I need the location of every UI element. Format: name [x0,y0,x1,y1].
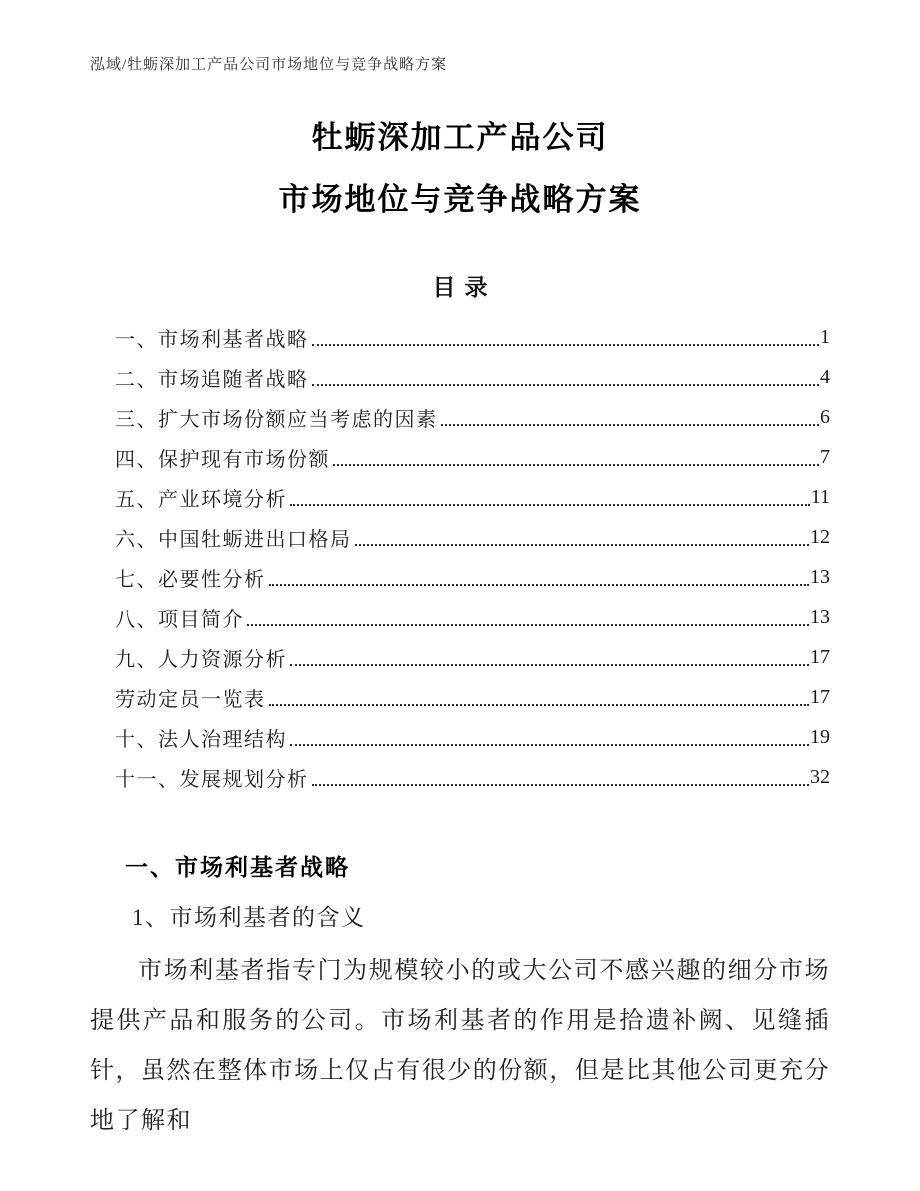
document-header: 泓域/牡蛎深加工产品公司市场地位与竞争战略方案 [90,57,448,73]
toc-entry[interactable] [90,757,830,797]
toc-entry-label[interactable]: 十、法人治理结构 [115,728,287,751]
toc-entry-page[interactable]: 17 [810,645,830,668]
toc-entry-label[interactable]: 七、必要性分析 [115,568,266,591]
toc-entry[interactable] [90,357,830,397]
toc-entry[interactable] [90,397,830,437]
toc-entry[interactable] [90,517,830,557]
toc-entry-label[interactable]: 九、人力资源分析 [115,648,287,671]
toc-entry-label[interactable]: 劳动定员一览表 [115,688,266,711]
toc-entry-label[interactable]: 三、扩大市场份额应当考虑的因素 [115,408,438,431]
toc-dotted-leader [269,584,810,586]
toc-entry-page[interactable]: 19 [810,725,830,748]
toc-entry-page[interactable]: 11 [810,485,830,508]
toc-entry-label[interactable]: 六、中国牡蛎进出口格局 [115,528,352,551]
toc-entry-label[interactable]: 一、市场利基者战略 [115,328,309,351]
document-title-line1: 牡蛎深加工产品公司 [311,120,609,155]
toc-heading: 目录 [432,275,497,300]
toc-entry[interactable] [90,717,830,757]
toc-dotted-leader [269,704,810,706]
toc-entry-page[interactable]: 17 [810,685,830,708]
toc-entry[interactable] [90,477,830,517]
toc-dotted-leader [312,784,810,786]
toc-entry-page[interactable]: 32 [810,765,830,788]
toc-entry-label[interactable]: 二、市场追随者战略 [115,368,309,391]
toc-entry[interactable] [90,637,830,677]
toc-dotted-leader [290,664,809,666]
subsection-heading: 1、市场利基者的含义 [132,905,366,930]
section-heading: 一、市场利基者战略 [125,855,350,880]
toc-entry[interactable] [90,597,830,637]
toc-dotted-leader [312,344,820,346]
toc-entry-page[interactable]: 13 [810,565,830,588]
toc-entry-page[interactable]: 7 [820,445,830,468]
toc-entry-label[interactable]: 十一、发展规划分析 [115,768,309,791]
toc-entry[interactable] [90,437,830,477]
toc-entry-page[interactable]: 1 [820,325,830,348]
toc-dotted-leader [441,424,820,426]
toc-dotted-leader [333,464,819,466]
toc-entry-page[interactable]: 6 [820,405,830,428]
toc-entry-label[interactable]: 八、项目简介 [115,608,244,631]
toc-entry-page[interactable]: 13 [810,605,830,628]
document-title-line2: 市场地位与竞争战略方案 [278,182,642,217]
toc-dotted-leader [290,744,809,746]
toc-dotted-leader [312,384,820,386]
toc-entry-page[interactable]: 4 [820,365,830,388]
toc-dotted-leader [290,504,810,506]
toc-entry-page[interactable]: 12 [810,525,830,548]
toc-list [90,317,830,797]
toc-entry[interactable] [90,677,830,717]
toc-entry-label[interactable]: 五、产业环境分析 [115,488,287,511]
toc-dotted-leader [247,624,809,626]
toc-entry[interactable] [90,557,830,597]
body-paragraph: 市场利基者指专门为规模较小的或大公司不感兴趣的细分市场提供产品和服务的公司。市场利基者的作用是拾遗补阙、见缝插针，虽然在整体市场上仅占有很少的份额，但是比其他公司更充分地了解和 [90,958,830,1134]
toc-entry-label[interactable]: 四、保护现有市场份额 [115,448,330,471]
toc-dotted-leader [355,544,810,546]
toc-entry[interactable] [90,317,830,357]
